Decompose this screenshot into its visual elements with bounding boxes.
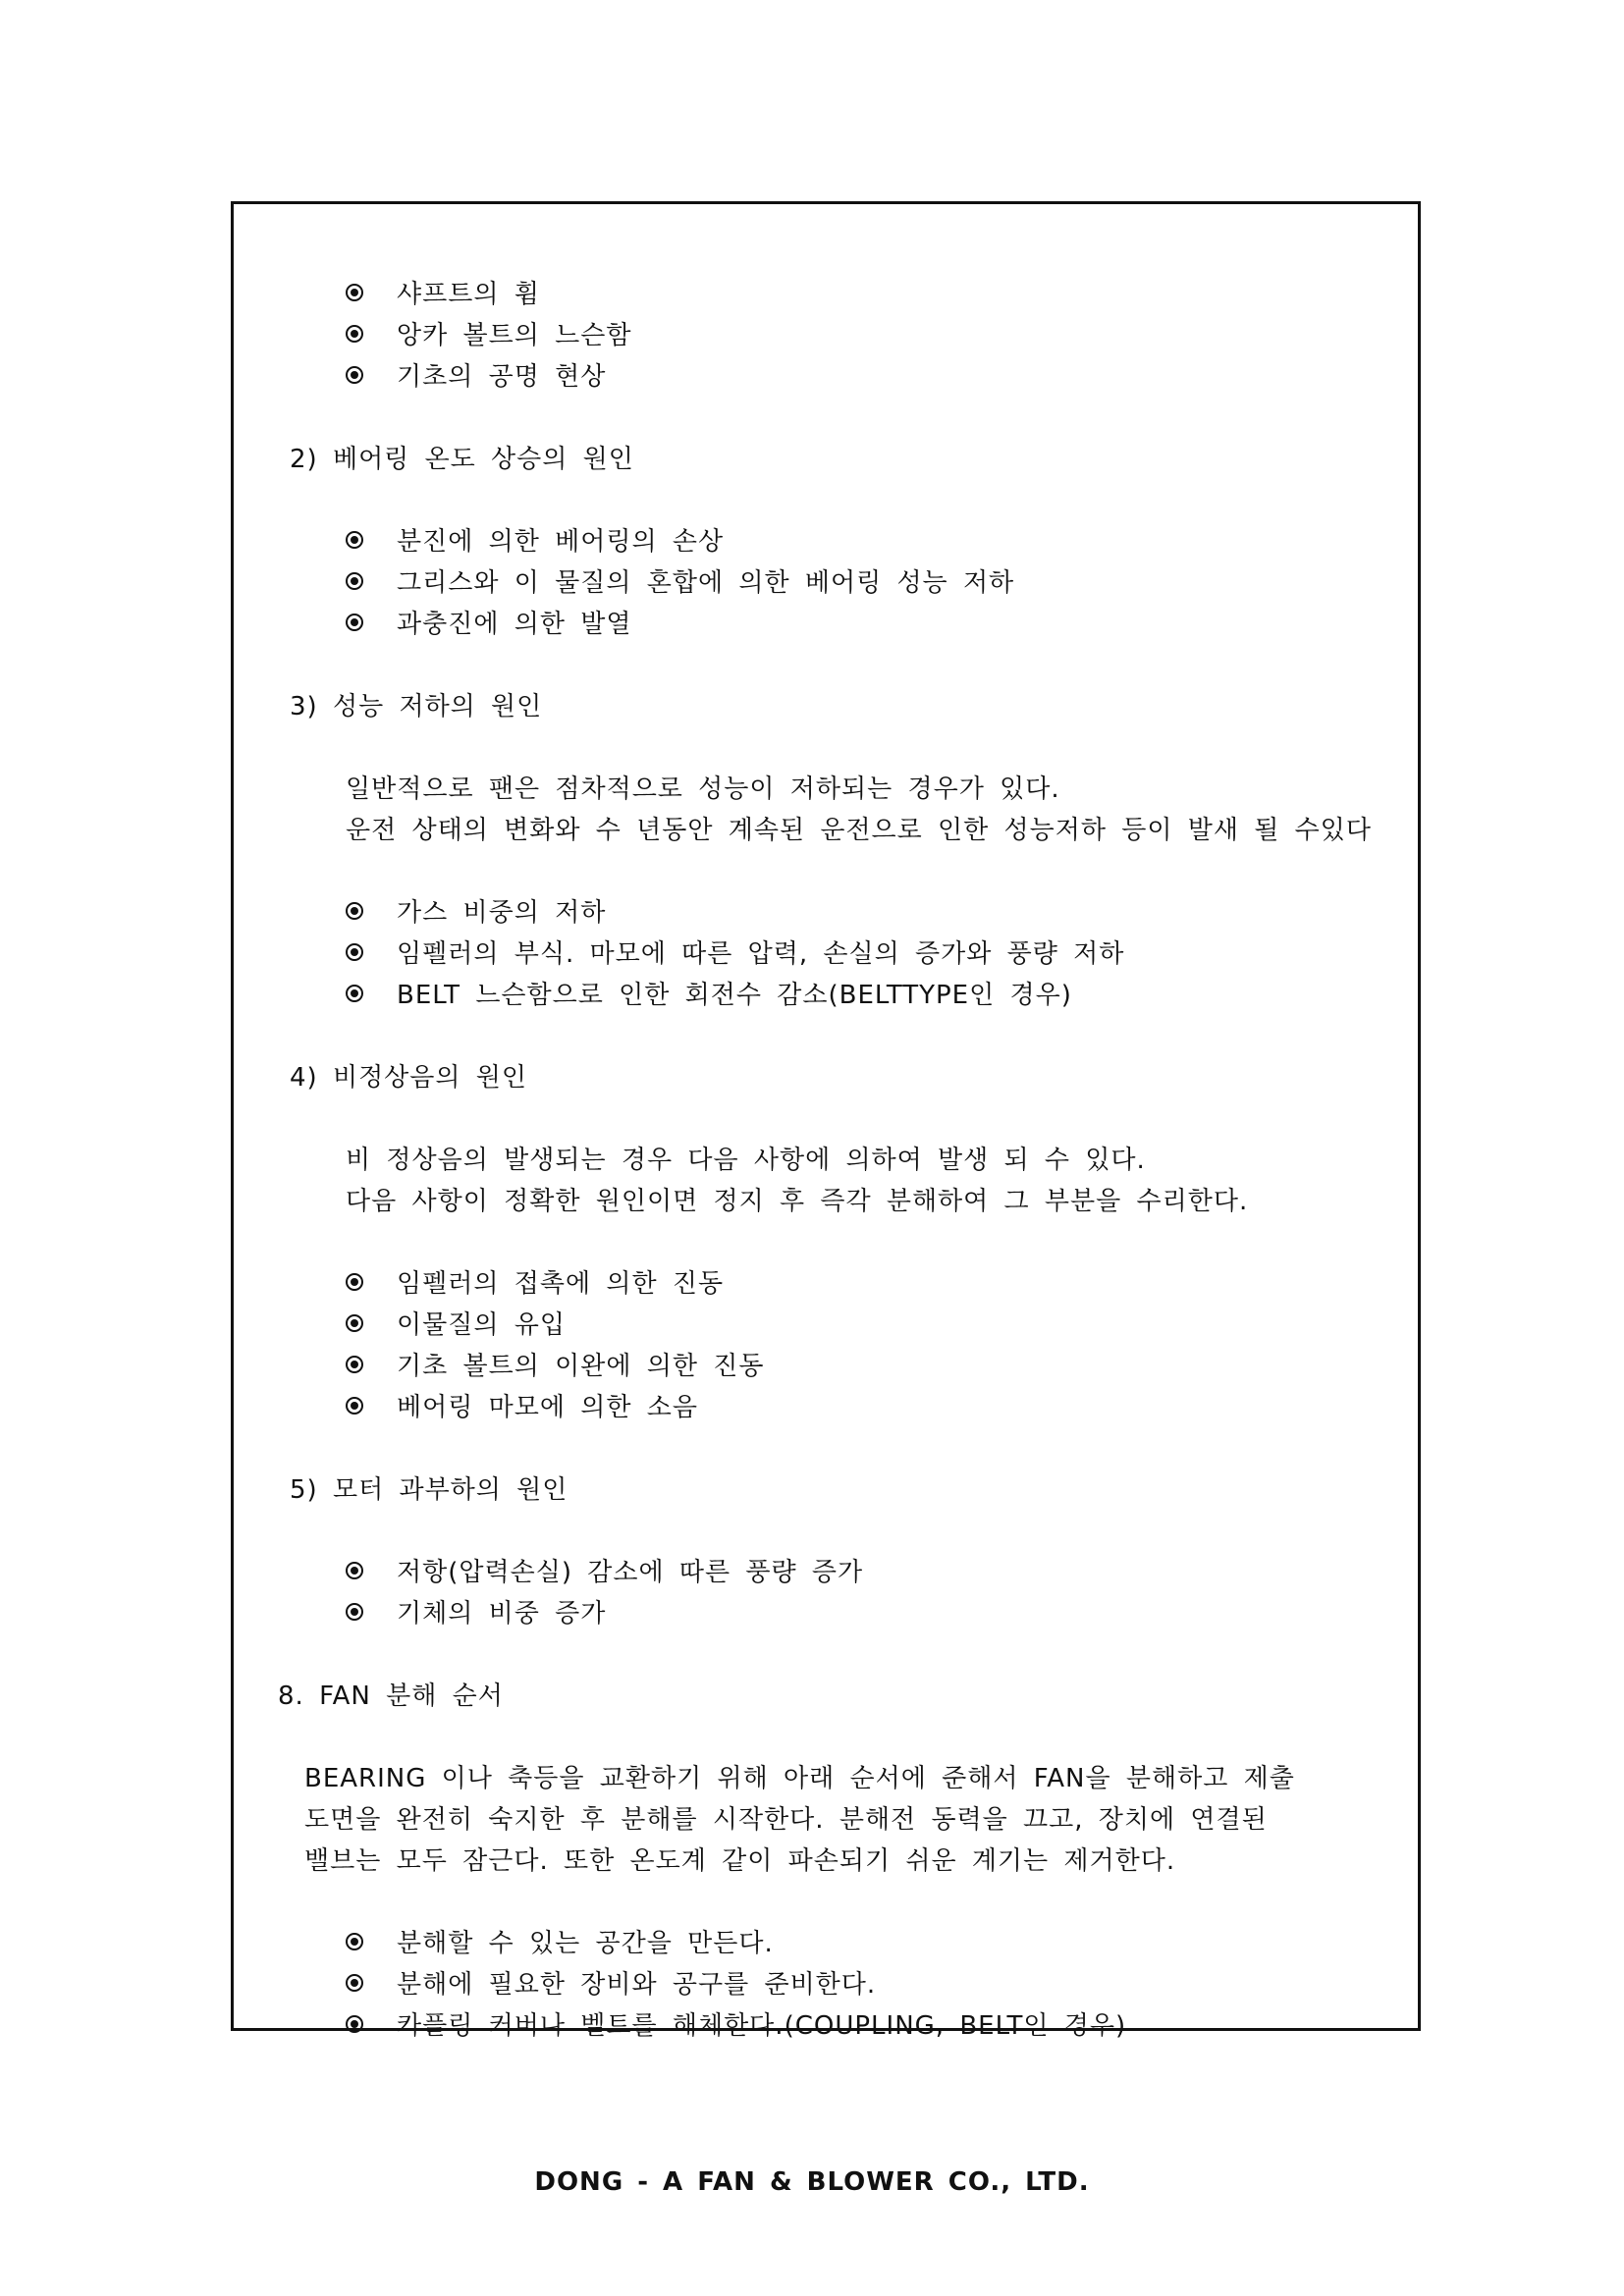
- bullet-icon: [346, 902, 363, 920]
- bullet-icon: [346, 1603, 363, 1621]
- bullet-icon: [346, 1314, 363, 1332]
- paragraph-line: BEARING 이나 축등을 교환하기 위해 아래 순서에 준해서 FAN을 분해하고 제출: [304, 1764, 1295, 1793]
- section-heading: 3) 성능 저하의 원인: [290, 692, 543, 721]
- bullet-icon: [346, 1273, 363, 1291]
- paragraph-line: 도면을 완전히 숙지한 후 분해를 시작한다. 분해전 동력을 끄고, 장치에 연결된: [304, 1805, 1268, 1835]
- section-heading: 2) 베어링 온도 상승의 원인: [290, 445, 634, 474]
- bullet-icon: [346, 572, 363, 590]
- bullet-icon: [346, 1356, 363, 1373]
- paragraph-line: 밸브는 모두 잠근다. 또한 온도계 같이 파손되기 쉬운 계기는 제거한다.: [304, 1846, 1176, 1876]
- bullet-icon: [346, 1933, 363, 1950]
- page-footer: DONG - A FAN & BLOWER CO., LTD.: [534, 2167, 1090, 2197]
- bullet-icon: [346, 985, 363, 1002]
- bullet-icon: [346, 325, 363, 343]
- bullet-icon: [346, 2015, 363, 2033]
- section-heading: 5) 모터 과부하의 원인: [290, 1475, 568, 1505]
- bullet-icon: [346, 1974, 363, 1992]
- bullet-icon: [346, 1562, 363, 1579]
- bullet-icon: [346, 284, 363, 301]
- bullet-icon: [346, 531, 363, 549]
- bullet-icon: [346, 614, 363, 631]
- paragraph-line: 다음 사항이 정확한 원인이면 정지 후 즉각 분해하여 그 부분을 수리한다.: [346, 1187, 1249, 1216]
- section-heading: 8. FAN 분해 순서: [278, 1682, 504, 1711]
- bullet-icon: [346, 943, 363, 961]
- bullet-icon: [346, 366, 363, 384]
- paragraph-line: 비 정상음의 발생되는 경우 다음 사항에 의하여 발생 되 수 있다.: [346, 1146, 1146, 1175]
- paragraph-line: 운전 상태의 변화와 수 년동안 계속된 운전으로 인한 성능저하 등이 발새 될 수있다: [346, 816, 1373, 845]
- paragraph-line: 일반적으로 팬은 점차적으로 성능이 저하되는 경우가 있다.: [346, 774, 1060, 804]
- section-heading: 4) 비정상음의 원인: [290, 1063, 528, 1093]
- bullet-icon: [346, 1397, 363, 1415]
